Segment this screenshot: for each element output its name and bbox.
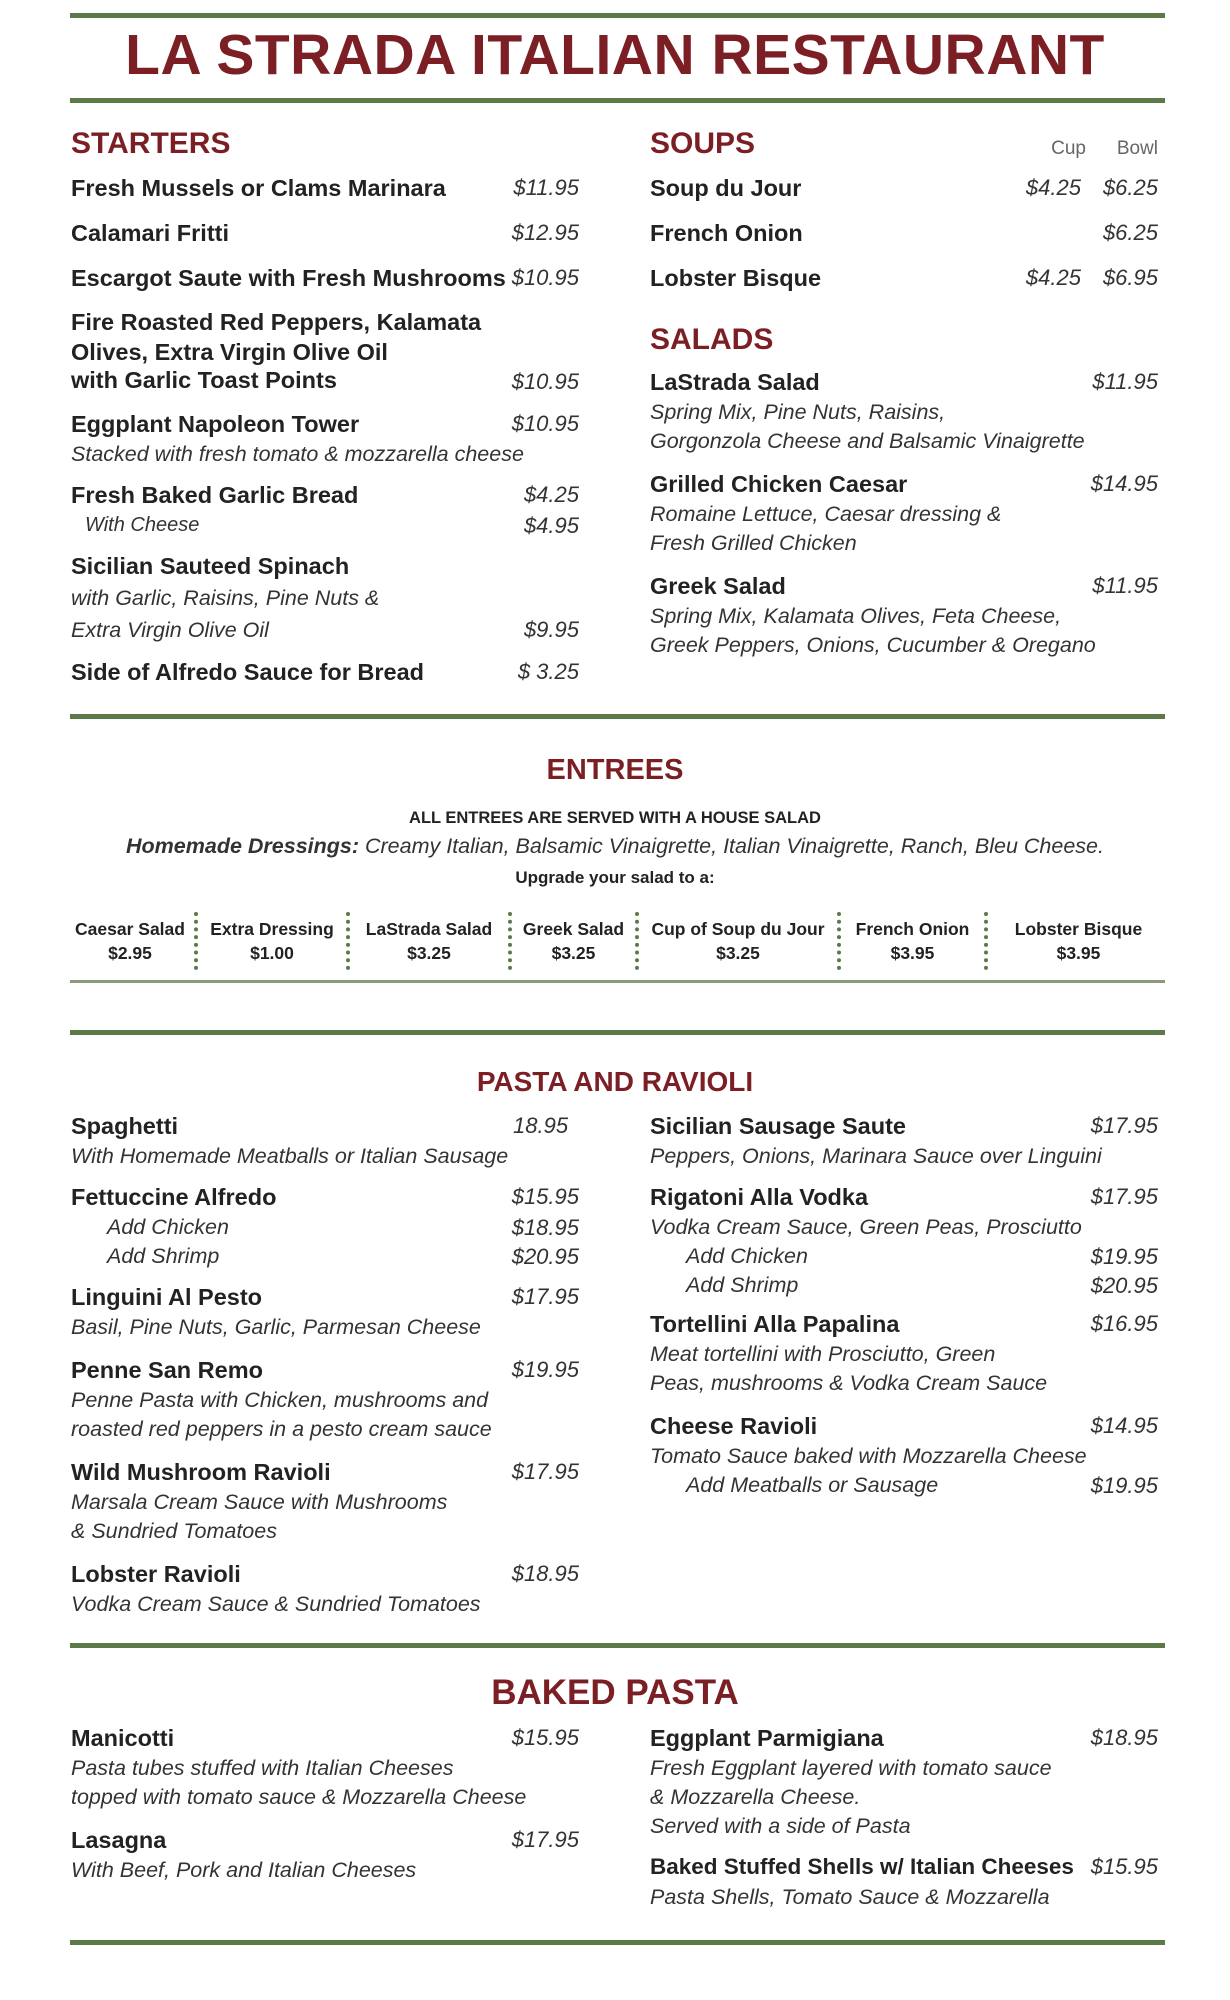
item-price: $17.95 [511,1459,579,1484]
top-rule [70,13,1165,18]
pasta-rule-top [70,1030,1165,1035]
item-price: $18.95 [1090,1725,1158,1750]
upgrade-name: LaStrada Salad [365,919,493,939]
upgrade-name: French Onion [855,919,970,939]
upgrade-name: Greek Salad [522,919,625,939]
item-name: Manicotti [71,1725,175,1751]
menu-item [71,1456,579,1546]
item-name: Baked Stuffed Shells w/ Italian Cheeses [650,1854,1074,1879]
upgrade-label: Upgrade your salad to a: [515,868,715,887]
item-name: Fettuccine Alfredo [71,1184,277,1210]
item-option: Add Shrimp [107,1244,220,1268]
item-price: $ 3.25 [517,659,579,684]
item-description: Spring Mix, Pine Nuts, Raisins, [650,400,946,424]
item-price: $14.95 [1090,471,1158,496]
item-price: $17.95 [511,1284,579,1309]
upgrade-price: $3.95 [890,943,935,963]
item-name: Wild Mushroom Ravioli [71,1459,331,1485]
upgrade-name: Caesar Salad [75,919,185,939]
item-description: Vodka Cream Sauce & Sundried Tomatoes [71,1592,481,1616]
item-price: $17.95 [1090,1113,1158,1138]
cup-price: $4.25 [1025,175,1081,200]
menu-item [71,1281,579,1342]
item-price: $12.95 [511,220,579,245]
item-name: Rigatoni Alla Vodka [650,1184,869,1210]
dotted-separator [194,912,198,970]
item-description: Meat tortellini with Prosciutto, Green [650,1342,996,1366]
item-description: Fresh Eggplant layered with tomato sauce [650,1756,1052,1780]
item-name: Olives, Extra Virgin Olive Oil [71,339,388,365]
item-description: Vodka Cream Sauce, Green Peas, Prosciutto [650,1215,1082,1239]
menu-item [71,656,579,688]
menu-item [71,262,579,294]
item-name: LaStrada Salad [650,369,820,395]
item-name: Lasagna [71,1827,167,1853]
item-description: with Garlic, Raisins, Pine Nuts & [71,586,380,610]
item-name: Soup du Jour [650,175,802,201]
cup-label: Cup [1051,138,1086,159]
baked-right-column [650,1722,1158,1912]
menu-item [650,262,1158,294]
soups-heading: SOUPS [650,127,756,160]
item-name: Escargot Saute with Fresh Mushrooms [71,265,506,291]
starters-section [71,124,579,688]
dressings-line [0,834,1230,859]
item-name: Fresh Baked Garlic Bread [71,482,359,508]
baked-left-column [71,1722,579,1885]
upgrade-price: $3.25 [716,943,760,963]
menu-item [71,172,579,204]
menu-item [71,307,579,398]
item-name: Fresh Mussels or Clams Marinara [71,175,446,201]
menu-item [71,1824,579,1885]
item-description: & Mozzarella Cheese. [650,1785,861,1809]
item-description: Extra Virgin Olive Oil [71,618,269,642]
item-option: Add Meatballs or Sausage [686,1473,939,1497]
item-price: $10.95 [511,369,579,394]
item-price: $11.95 [1092,573,1158,598]
item-description: Gorgonzola Cheese and Balsamic Vinaigrette [650,429,1085,453]
menu-item [650,1851,1158,1912]
salad-upgrades [70,912,1165,970]
item-description: Romaine Lettuce, Caesar dressing & [650,502,1002,526]
upgrade-price: $2.95 [108,943,152,963]
item-option: With Cheese [85,514,200,536]
item-option-price: $4.95 [523,513,579,538]
item-price: $18.95 [511,1561,579,1586]
menu-item [71,217,579,249]
upgrade-name: Lobster Bisque [1014,919,1143,939]
item-name: with Garlic Toast Points [71,367,337,393]
item-name: Greek Salad [650,573,786,599]
item-name: Spaghetti [71,1113,179,1139]
menu-item [71,1181,579,1271]
item-name: Eggplant Parmigiana [650,1725,884,1751]
item-description: topped with tomato sauce & Mozzarella Cheese [71,1785,527,1809]
item-description: Spring Mix, Kalamata Olives, Feta Cheese, [650,604,1062,628]
menu-item [71,479,579,540]
item-description: With Homemade Meatballs or Italian Sausage [71,1144,509,1168]
item-description: Greek Peppers, Onions, Cucumber & Oregano [650,633,1096,657]
baked-rule-top [70,1643,1165,1648]
item-description: & Sundried Tomatoes [71,1519,277,1543]
entrees-rule-top [70,714,1165,719]
item-description: Basil, Pine Nuts, Garlic, Parmesan Cheese [71,1315,481,1339]
menu-item [71,1110,579,1171]
item-description: Served with a side of Pasta [650,1814,911,1838]
item-option-price: $20.95 [1090,1273,1158,1298]
cup-price: $4.25 [1025,265,1081,290]
item-price: $4.25 [523,482,579,507]
upgrade-option [992,917,1165,965]
upgrade-price: $3.25 [551,943,596,963]
bowl-label: Bowl [1116,138,1158,159]
menu-item [71,1558,579,1619]
bottom-rule [70,1940,1165,1945]
dotted-separator [984,912,988,970]
item-name: French Onion [650,220,803,246]
upgrade-price: $1.00 [250,943,294,963]
item-description: Penne Pasta with Chicken, mushrooms and [71,1388,489,1412]
item-price: $15.95 [511,1725,579,1750]
item-option: Add Chicken [686,1244,808,1268]
item-price: $11.95 [1092,369,1158,394]
menu-item [71,550,579,646]
starters-heading: STARTERS [71,127,231,160]
entrees-note: ALL ENTREES ARE SERVED WITH A HOUSE SALAD [409,809,821,827]
item-name: Grilled Chicken Caesar [650,471,908,497]
menu-item [650,1181,1158,1300]
bowl-price: $6.25 [1102,175,1158,200]
item-description: Pasta Shells, Tomato Sauce & Mozzarella [650,1885,1050,1909]
menu-item [650,1110,1158,1171]
item-price: 18.95 [513,1113,569,1138]
item-name: Sicilian Sauteed Spinach [71,553,350,579]
item-option: Add Chicken [107,1215,229,1239]
item-price: $9.95 [523,617,579,642]
item-name: Side of Alfredo Sauce for Bread [71,659,425,685]
upgrade-name: Cup of Soup du Jour [651,919,825,939]
item-name: Tortellini Alla Papalina [650,1311,900,1337]
item-description: Fresh Grilled Chicken [650,531,857,555]
upgrade-option [70,917,190,965]
bowl-price: $6.95 [1102,265,1158,290]
title-rule [70,98,1165,103]
upgrade-option [643,917,833,965]
dotted-separator [508,912,512,970]
upgrade-option [354,917,504,965]
soups-section [650,124,1158,660]
upgrade-name: Extra Dressing [210,919,334,939]
item-option: Add Shrimp [686,1273,799,1297]
baked-heading: BAKED PASTA [491,1673,739,1712]
item-option-price: $20.95 [511,1244,579,1269]
menu-item [650,217,1158,249]
upgrade-price: $3.25 [407,943,451,963]
entrees-heading: ENTREES [546,754,684,786]
item-price: $19.95 [511,1357,579,1382]
item-option-price: $19.95 [1090,1244,1158,1269]
pasta-heading: PASTA AND RAVIOLI [476,1066,754,1097]
item-option-price: $18.95 [511,1215,579,1240]
item-name: Penne San Remo [71,1357,263,1383]
item-description: Pasta tubes stuffed with Italian Cheeses [71,1756,454,1780]
menu-item [650,1308,1158,1398]
item-price: $17.95 [511,1827,579,1852]
item-name: Calamari Fritti [71,220,230,246]
item-description: Stacked with fresh tomato & mozzarella cheese [71,442,524,466]
item-name: Fire Roasted Red Peppers, Kalamata [71,309,482,335]
item-price: $10.95 [511,265,579,290]
upgrade-option [202,917,342,965]
item-name: Linguini Al Pesto [71,1284,263,1310]
menu-item [650,366,1158,456]
item-price: $15.95 [511,1184,579,1209]
dotted-separator [635,912,639,970]
item-name: Cheese Ravioli [650,1413,818,1439]
item-price: $11.95 [513,175,579,200]
menu-item [650,1410,1158,1500]
item-option-price: $19.95 [1090,1473,1158,1498]
menu-item [650,468,1158,558]
item-price: $16.95 [1090,1311,1158,1336]
menu-item [650,1722,1158,1841]
item-price: $17.95 [1090,1184,1158,1209]
item-name: Sicilian Sausage Saute [650,1113,906,1139]
menu-item [650,570,1158,660]
item-description: Peppers, Onions, Marinara Sauce over Linguini [650,1144,1102,1168]
menu-item [71,1354,579,1444]
entrees-rule-bottom [70,980,1165,983]
item-name: Lobster Ravioli [71,1561,241,1587]
item-description: Marsala Cream Sauce with Mushrooms [71,1490,448,1514]
menu-item [650,172,1158,204]
salads-heading: SALADS [650,323,774,356]
item-description: Tomato Sauce baked with Mozzarella Cheese [650,1444,1087,1468]
menu-item [71,408,579,469]
dotted-separator [346,912,350,970]
item-price: $14.95 [1090,1413,1158,1438]
item-description: With Beef, Pork and Italian Cheeses [71,1858,417,1882]
item-price: $10.95 [511,411,579,436]
item-description: Peas, mushrooms & Vodka Cream Sauce [650,1371,1048,1395]
upgrade-option [516,917,631,965]
item-description: roasted red peppers in a pesto cream sauce [71,1417,492,1441]
restaurant-title: LA STRADA ITALIAN RESTAURANT [125,23,1105,87]
pasta-right-column [650,1110,1158,1500]
bowl-price: $6.25 [1102,220,1158,245]
pasta-left-column [71,1110,579,1619]
upgrade-option [845,917,980,965]
item-name: Lobster Bisque [650,265,822,291]
upgrade-price: $3.95 [1056,943,1101,963]
item-price: $15.95 [1090,1854,1158,1879]
dotted-separator [837,912,841,970]
item-name: Eggplant Napoleon Tower [71,411,360,437]
dressings-label: Homemade Dressings: [126,834,360,858]
menu-item [71,1722,579,1812]
dressings-list: Creamy Italian, Balsamic Vinaigrette, Italian Vinaigrette, Ranch, Bleu Cheese. [365,834,1104,858]
